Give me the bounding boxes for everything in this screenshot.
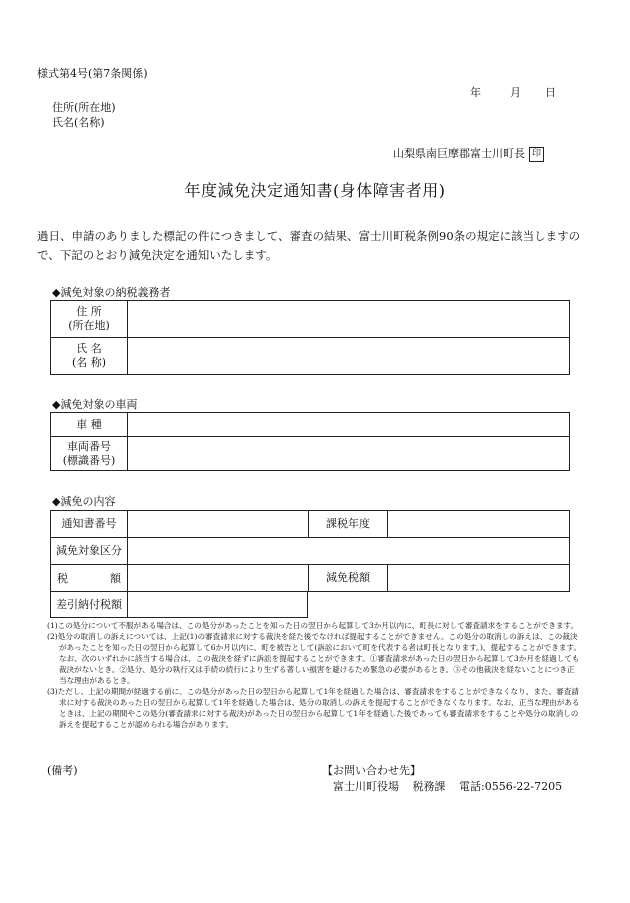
note-1: (1)この処分について不服がある場合は、この処分があったことを知った日の翌日から起算して3か月以内に、町長に対して審査請求をすることができます。 bbox=[47, 621, 579, 630]
content-table bbox=[50, 510, 570, 592]
tax-year-field[interactable] bbox=[388, 511, 570, 538]
exemption-category-field[interactable] bbox=[128, 538, 570, 565]
date-day-label: 日 bbox=[545, 86, 556, 99]
payable-tax-label: 差引納付税額 bbox=[51, 592, 128, 618]
payable-tax-field[interactable] bbox=[128, 592, 308, 618]
vehicle-table bbox=[50, 412, 570, 471]
tax-amount-label: 税 額 bbox=[51, 565, 128, 592]
remarks-label: (備考) bbox=[47, 764, 78, 777]
vehicle-plate-label: 車両番号 (標識番号) bbox=[51, 437, 128, 471]
tax-amount-field[interactable] bbox=[128, 565, 309, 592]
section-heading-taxpayer: ◆減免対象の納税義務者 bbox=[52, 286, 171, 299]
section-heading-content: ◆減免の内容 bbox=[52, 495, 116, 508]
exemption-category-label: 減免対象区分 bbox=[51, 538, 128, 565]
vehicle-type-label: 車 種 bbox=[51, 413, 128, 437]
page-title: 年度減免決定通知書(身体障害者用) bbox=[184, 181, 446, 200]
taxpayer-address-field[interactable] bbox=[128, 301, 570, 338]
notice-number-label: 通知書番号 bbox=[51, 511, 128, 538]
legal-notes bbox=[47, 620, 582, 730]
contact-info bbox=[333, 778, 562, 794]
section-heading-vehicle: ◆減免対象の車両 bbox=[52, 398, 138, 411]
contact-dept: 税務課 bbox=[412, 780, 446, 793]
seal-mark: 印 bbox=[529, 147, 544, 162]
recipient-address-label: 住所(所在地) bbox=[52, 101, 116, 114]
taxpayer-name-label: 氏 名 (名 称) bbox=[51, 338, 128, 375]
vehicle-type-field[interactable] bbox=[128, 413, 570, 437]
taxpayer-table bbox=[50, 300, 570, 375]
contact-title: 【お問い合わせ先】 bbox=[322, 764, 421, 777]
form-number: 様式第4号(第7条関係) bbox=[37, 67, 148, 80]
note-3: (3)ただし、上記の期間が経過する前に、この処分があった日の翌日から起算して1年を経過した場合は、審査請求をすることができなくなり、また、審査請求に対する裁決のあった日の翌日から起算して1年を経過した場合は、処分の取消しの訴えを提起することができなくなります。なお、正当な理由があるときは、上記の期間やこの処分(審査請求に対する裁決)があった日の翌日から起算して1年を経過した後であっても審査請求をすることや処分の取消しの訴えを提起することが認められる場合があります。 bbox=[47, 687, 580, 729]
exempt-amount-label: 減免税額 bbox=[309, 565, 388, 592]
issuer bbox=[393, 145, 544, 162]
tax-year-label: 課税年度 bbox=[309, 511, 388, 538]
date-year-label: 年 bbox=[470, 86, 481, 99]
payable-table bbox=[50, 591, 308, 618]
body-paragraph: 過日、申請のありました標記の件につきまして、審査の結果、富士川町税条例90条の規定に該当しますので、下記のとおり減免決定を通知いたします。 bbox=[37, 229, 581, 262]
recipient-name-label: 氏名(名称) bbox=[52, 116, 105, 129]
exempt-amount-field[interactable] bbox=[388, 565, 570, 592]
note-2: (2)処分の取消しの訴えについては、上記(1)の審査請求に対する裁決を経た後でなければ提起することができません。この処分の取消しの訴えは、この裁決があったことを知った日の翌日から起算して6か月以内に、町を被告として(訴訟において町を代表する者は町長となります。)、提起することができます。なお、次のいずれかに該当する場合は、この裁決を経ずに訴訟を提起することができます。①審査請求があった日の翌日から起算して3か月を経過しても裁決がないとき。②処分、処分の執行又は手続の続行により生ずる著しい損害を避けるため緊急の必要があるとき。③その他裁決を経ないことにつき正当な理由があるとき。 bbox=[47, 632, 582, 685]
date-month-label: 月 bbox=[510, 86, 521, 99]
taxpayer-name-field[interactable] bbox=[128, 338, 570, 375]
contact-office: 富士川町役場 bbox=[333, 780, 399, 793]
contact-phone: 電話:0556-22-7205 bbox=[459, 780, 563, 793]
vehicle-plate-field[interactable] bbox=[128, 437, 570, 471]
issuer-name: 山梨県南巨摩郡富士川町長 bbox=[393, 147, 525, 160]
notice-number-field[interactable] bbox=[128, 511, 309, 538]
taxpayer-address-label: 住 所 (所在地) bbox=[51, 301, 128, 338]
